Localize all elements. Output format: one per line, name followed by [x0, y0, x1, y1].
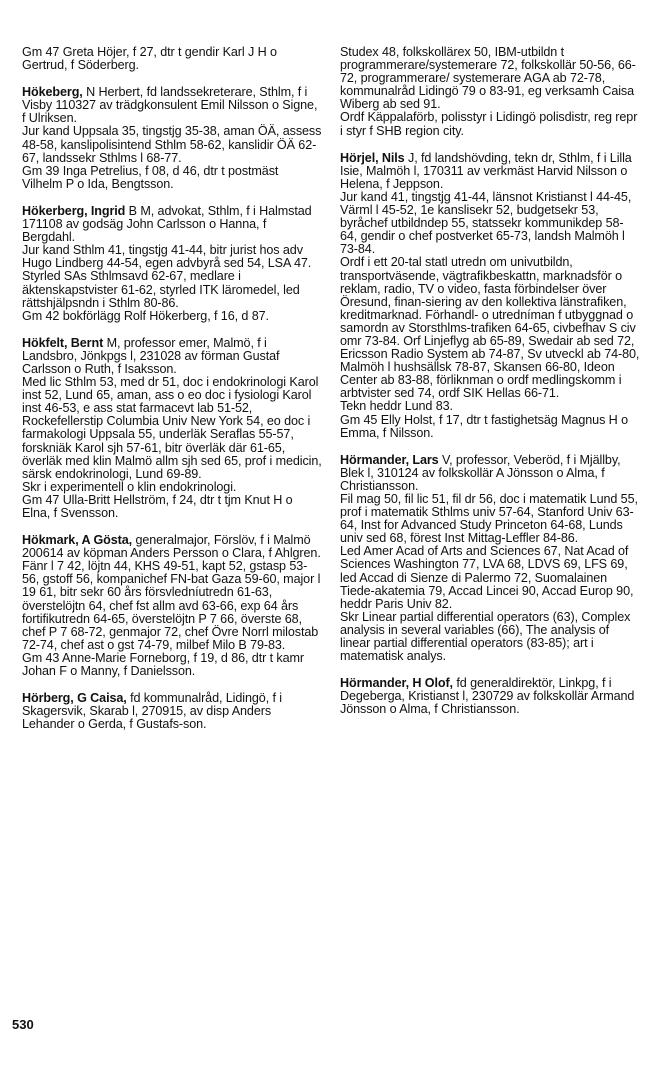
entry-paragraph	[22, 86, 322, 125]
entry-paragraph	[340, 191, 640, 256]
entry-text: Gm 42 bokförlägg Rolf Hökerberg, f 16, d 87.	[22, 308, 269, 323]
entry-paragraph	[22, 652, 322, 678]
entry-text: Ordf i ett 20-tal statl utredn om univutbildn, transportväsende, vägtrafikbeskattn, marknadsför o reklam, radio, TV o video, fasta förbindelser över Öresund, finan-siering av den kollektiva länstrafiken, kreditmarknad. Förhandl- o utredníman f utbyggnad o samordn av Storsthlms-trafiken 64-65, civbefhav S civ omr 73-84. Orf Linjeflyg ab 65-89, Swedair ab sed 72, Ericsson Radio System ab 74-87, Sv utveckl ab 74-80, Malmöh l hushsällsk 78-87, Skansen 66-80, Ideon Center ab 83-88, förliknman o ordf medlingskomm i arbtvister sed 74, ordf SIK Hellas 66-71.	[340, 255, 640, 401]
entry-name: Hörjel, Nils	[340, 150, 405, 165]
entry-text: B M, advokat, Sthlm, f i Halmstad 171108 av godsäg John Carlsson o Hanna, f Bergdahl.	[22, 203, 312, 245]
entry-text: Styrled SAs Sthlmsavd 62-67, medlare i äktenskapstvister 61-62, styrled ITK läromedel, led rättshjälpsndn i Sthlm 80-86.	[22, 269, 300, 310]
entry-text: Jur kand Uppsala 35, tingstjg 35-38, aman ÖÄ, assess 48-58, kanslipolisintend Sthlm 58-62, kanslidir ÖÄ 62-67, landssekr Sthlms l 68-77.	[22, 124, 322, 165]
biography-entry	[340, 152, 640, 440]
biography-entry	[22, 86, 322, 191]
entry-name: Hökfelt, Bernt	[22, 335, 104, 350]
entry-text: Led Amer Acad of Arts and Sciences 67, Nat Acad of Sciences Washington 77, LVA 68, LDVS 69, LFS 69, led Accad di Sienze di Palermo 72, Suomalainen Tiede-akatemia 79, Accad Lincei 90, Accad Europ 90, heddr Paris Univ 82.	[340, 544, 634, 611]
biography-entry	[22, 337, 322, 520]
entry-paragraph	[22, 376, 322, 481]
entry-text: Gm 47 Greta Höjer, f 27, dtr t gendir Karl J H o Gertrud, f Söderberg.	[22, 45, 277, 73]
entry-text: Med lic Sthlm 53, med dr 51, doc i endokrinologi Karol inst 52, Lund 65, aman, ass o eo doc i fysiologi Karol inst 46-53, e ass stat farmacevt lab 51-52, Rockefellerstip Columbia Univ New York 54, eo doc i farmakologi Uppsala 55, underläk Seraflas 55-57, forskniäk Karol sjh 57-61, bitr överläk där 61-65, överläk med klin Malmö allm sjh sed 65, prof i medicin, särsk endokrinologi, Lund 69-89.	[22, 375, 322, 481]
entry-name: Hörmander, H Olof,	[340, 676, 453, 691]
biography-entry	[340, 677, 640, 716]
entry-paragraph	[22, 46, 322, 72]
entry-name: Hökeberg,	[22, 85, 83, 100]
entry-paragraph	[340, 111, 640, 137]
entry-paragraph	[340, 46, 640, 111]
entry-paragraph	[22, 205, 322, 244]
entry-text: Gm 43 Anne-Marie Forneborg, f 19, d 86, dtr t kamr Johan F o Manny, f Danielsson.	[22, 650, 304, 679]
entry-text: Skr i experimentell o klin endokrinologi.	[22, 479, 237, 494]
entry-text: Jur kand 41, tingstjg 41-44, länsnot Kristianst l 44-45, Värml l 45-52, 1e kanslisekr 52, budgetsekr 53, byråchef utbildndep 55, statssekr kommunikdep 58-64, gendir o chef postverket 65-73, landsh Malmöh l 73-84.	[340, 189, 632, 257]
biography-entry	[340, 46, 640, 138]
entry-text: Tekn heddr Lund 83.	[340, 399, 453, 414]
entry-text: Gm 47 Ulla-Britt Hellström, f 24, dtr t tjm Knut H o Elna, f Svensson.	[22, 492, 293, 520]
entry-text: M, professor emer, Malmö, f i Landsbro, Jönkpgs l, 231028 av förman Gustaf Carlsson o Ruth, f Isaksson.	[22, 335, 280, 376]
entry-paragraph	[340, 454, 640, 493]
entry-paragraph	[340, 493, 640, 545]
entry-paragraph	[22, 692, 322, 731]
entry-paragraph	[22, 310, 322, 323]
entry-text: Ordf Käppalaförb, polisstyr i Lidingö polisdistr, reg repr i styr f SHB region city.	[340, 110, 638, 138]
biography-entry	[22, 205, 322, 323]
entry-text: Jur kand Sthlm 41, tingstjg 41-44, bitr jurist hos adv Hugo Lindberg 44-54, egen advbyrå sed 54, LSA 47.	[22, 243, 312, 271]
entry-text: Gm 45 Elly Holst, f 17, dtr t fastighetsäg Magnus H o Emma, f Nilsson.	[340, 412, 628, 440]
entry-text: Gm 39 Inga Petrelius, f 08, d 46, dtr t postmäst Vilhelm P o Ida, Bengtsson.	[22, 163, 279, 191]
entry-text: Fil mag 50, fil lic 51, fil dr 56, doc i matematik Lund 55, prof i matematik Sthlms univ 57-64, Stanford Univ 63-64, Inst for Advanced Study Princeton 64-68, Lunds univ sed 68, förest Inst Mittag-Leffler 84-86.	[340, 492, 638, 546]
entry-paragraph	[340, 414, 640, 440]
biography-entry	[22, 46, 322, 72]
entry-paragraph	[340, 256, 640, 400]
entry-name: Hökerberg, Ingrid	[22, 203, 126, 218]
biography-entry	[340, 454, 640, 664]
entry-name: Hörberg, G Caisa,	[22, 691, 127, 706]
entry-paragraph	[22, 534, 322, 560]
entry-text: Fänr l 7 42, löjtn 44, KHS 49-51, kapt 52, gstasp 53-56, gstoff 56, kompanichef FN-bat Gaza 59-60, major l 19 61, bitr sekr 60 års försvledníutredn 61-63, överstelöjtn 64, chef fst allm avd 63-66, exp 64 års fortifikutredn 64-65, överstelöjtn P 7 66, överste 68, chef P 7 68-72, genmajor 72, chef Övre Norrl milostab 72-74, chef ast o gst 74-79, milbef Milo B 79-83.	[22, 559, 321, 652]
page-number: 530	[12, 1017, 34, 1032]
entry-text: fd generaldirektör, Linkpg, f i Degeberga, Kristianst l, 230729 av folkskollär Armand Jönsson o Alma, f Christiansson.	[340, 676, 635, 717]
entry-text: Studex 48, folkskollärex 50, IBM-utbildn t programmerare/systemerare 72, folkskollär 50-56, 66-72, programmerare/ systemerare AGA ab 72-78, kommunalråd Lidingö 79 o 83-91, eg verksamh Caisa Wiberg ab sed 91.	[340, 45, 636, 112]
entry-paragraph	[22, 560, 322, 652]
entry-paragraph	[22, 244, 322, 270]
entry-text: V, professor, Veberöd, f i Mjällby, Blek l, 310124 av folkskollär A Jönsson o Alma, f Christiansson.	[340, 452, 621, 493]
entry-paragraph	[340, 545, 640, 610]
right-column	[340, 46, 640, 731]
entry-text: generalmajor, Förslöv, f i Malmö 200614 av köpman Anders Persson o Clara, f Ahlgren.	[22, 533, 321, 561]
biography-entry	[22, 692, 322, 731]
entry-paragraph	[22, 270, 322, 309]
entry-paragraph	[22, 125, 322, 164]
biography-entry	[22, 534, 322, 678]
entry-paragraph	[340, 152, 640, 191]
entry-paragraph	[340, 677, 640, 716]
entry-name: Hörmander, Lars	[340, 452, 439, 467]
entry-paragraph	[22, 494, 322, 520]
left-column	[22, 46, 322, 745]
entry-paragraph	[22, 165, 322, 191]
entry-text: N Herbert, fd landssekreterare, Sthlm, f i Visby 110327 av trädgkonsulent Emil Nilsson o Signe, f Ulriksen.	[22, 85, 318, 126]
entry-text: fd kommunalråd, Lidingö, f i Skagersvik, Skarab l, 270915, av disp Anders Lehander o Gerda, f Gustafs-son.	[22, 691, 282, 732]
entry-text: Skr Linear partial differential operators (63), Complex analysis in several variables (66), The analysis of linear partial differential operators (83-85); art i matematisk analys.	[340, 609, 631, 664]
entry-text: J, fd landshövding, tekn dr, Sthlm, f i Lilla Isie, Malmöh l, 170311 av verkmäst Harvid Nilsson o Helena, f Jeppson.	[340, 150, 632, 191]
entry-paragraph	[340, 611, 640, 663]
entry-paragraph	[22, 337, 322, 376]
entry-name: Hökmark, A Gösta,	[22, 533, 133, 548]
